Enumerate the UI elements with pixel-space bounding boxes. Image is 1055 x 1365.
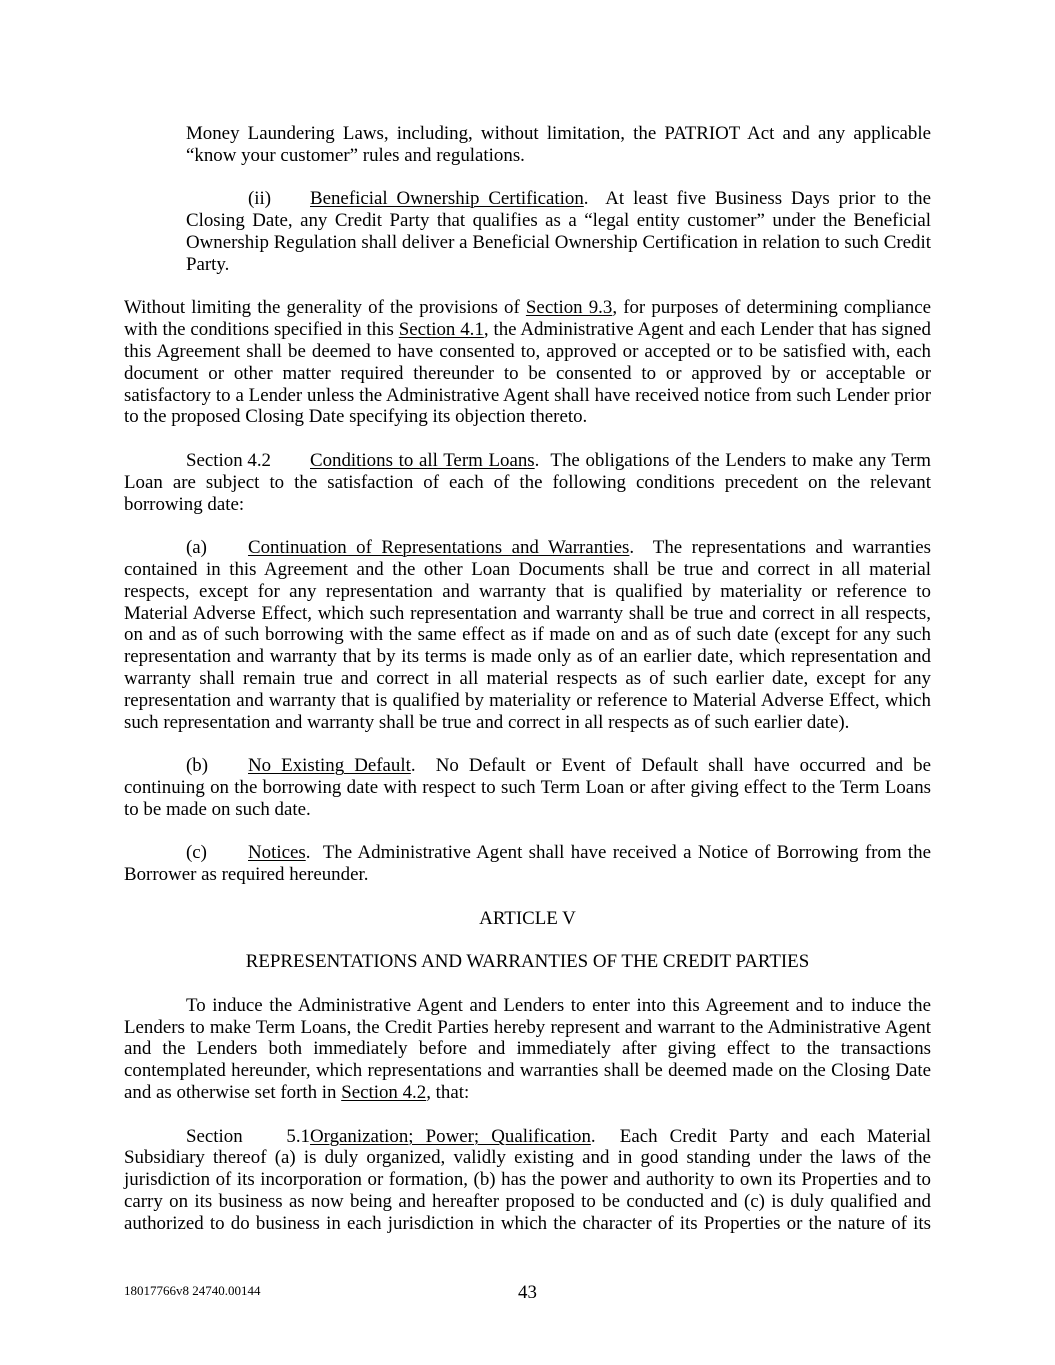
clause-text: . At least five Business Days prior to the Closing Date, any Credit Party that qualifies as a “legal entity customer” under the Beneficial Ownership Regulation shall deliver a Beneficial Ownership Certification in relation to such Credit Party. [186,188,936,275]
section-heading: Conditions to all Term Loans [310,449,535,471]
section-5-1 [124,1125,936,1235]
section-4-2 [124,449,936,515]
paragraph-text: Money Laundering Laws, including, without limitation, the PATRIOT Act and any applicable “know your customer” rules and regulations. [186,123,936,166]
section-text: . The obligations of the Lenders to make any Term Loan are subject to the satisfaction of each of the following conditions precedent on the relevant borrowing date: [124,449,936,515]
paragraph-text: , the Administrative Agent and each Lender that has signed this Agreement shall be deemed to have consented to, approved or accepted or to be satisfied with, each document or other matter required thereunder to be consented to or approved by or acceptable or satisfactory to a Lender unless the Administrative Agent shall have received notice from such Lender prior to the proposed Closing Date specifying its objection thereto. [124,319,936,428]
continued-paragraph [186,123,936,167]
clause-label: (a) [186,537,207,559]
clause-text: . The representations and warranties contained in this Agreement and the other Loan Documents shall be true and correct in all material respects, except for any representation and warranty that is qualified by materiality or reference to Material Adverse Effect, which such representation and warranty shall be true and correct in all respects, on and as of such borrowing with the same effect as if made on and as of such date (except for any such representation and warranty that by its terms is made only as of an earlier date, which representation and warranty shall remain true and correct in all material respects as of such earlier date, except for any representation and warranty that is qualified by materiality or reference to Material Adverse Effect, which such representation and warranty shall be true and correct in all respects as of such earlier date). [124,537,936,733]
paragraph-text: To induce the Administrative Agent and Lenders to enter into this Agreement and to induce the Lenders to make Term Loans, the Credit Parties hereby represent and warrant to the Administrative Agent and the Lenders both immediately before and immediately after giving effect to the transactions contemplated hereunder, which representations and warranties shall be deemed made on the Closing Date and as otherwise set forth in [124,994,936,1104]
generality-paragraph [124,297,936,428]
article-number: ARTICLE V [479,907,576,929]
section-reference: Section 9.3 [525,297,613,319]
clause-text: . No Default or Event of Default shall have occurred and be continuing on the borrowing date with respect to such Term Loan or after giving effect to the Term Loans to be made on such date. [124,755,936,820]
clause-text: . The Administrative Agent shall have received a Notice of Borrowing from the Borrower as required hereunder. [124,842,936,886]
section-reference: Section 4.2 [341,1082,427,1104]
paragraph-text: , that: [426,1082,470,1104]
clause-label: (ii) [248,188,272,210]
document-page [124,123,936,1256]
paragraph-text: Without limiting the generality of the provisions of [124,297,526,319]
paragraph-text: , for purposes of determining compliance with the conditions specified in this [124,297,936,341]
section-number: Section 5.1 [186,1125,310,1147]
article-title: REPRESENTATIONS AND WARRANTIES OF THE CREDIT PARTIES [245,951,810,973]
beneficial-ownership-clause [186,188,936,275]
clause-label: (c) [186,842,207,864]
clause-label: (b) [186,755,209,777]
clause-heading: No Existing Default [248,755,411,777]
clause-heading: Beneficial Ownership Certification [310,188,584,210]
inducement-paragraph [124,994,936,1104]
clause-b [124,755,936,820]
section-text: . Each Credit Party and each Material Subsidiary thereof (a) is duly organized, validly existing and in good standing under the laws of the jurisdiction of its incorporation or formation, (b) has the power and authority to own its Properties and to carry on its business as now being and hereafter proposed to be conducted and (c) is duly qualified and authorized to do business in each jurisdiction in which the character of its Properties or the nature of its [124,1125,936,1234]
document-id: 18017766v8 24740.00144 [124,1283,261,1298]
page-number: 43 [518,1282,537,1303]
section-heading: Organization; Power; Qualification [310,1125,591,1147]
clause-heading: Notices [248,842,306,864]
clause-c [124,842,936,886]
clause-heading: Continuation of Representations and Warranties [248,537,630,559]
section-number: Section 4.2 [186,449,271,471]
clause-a [124,537,936,733]
section-reference: Section 4.1 [398,319,484,341]
